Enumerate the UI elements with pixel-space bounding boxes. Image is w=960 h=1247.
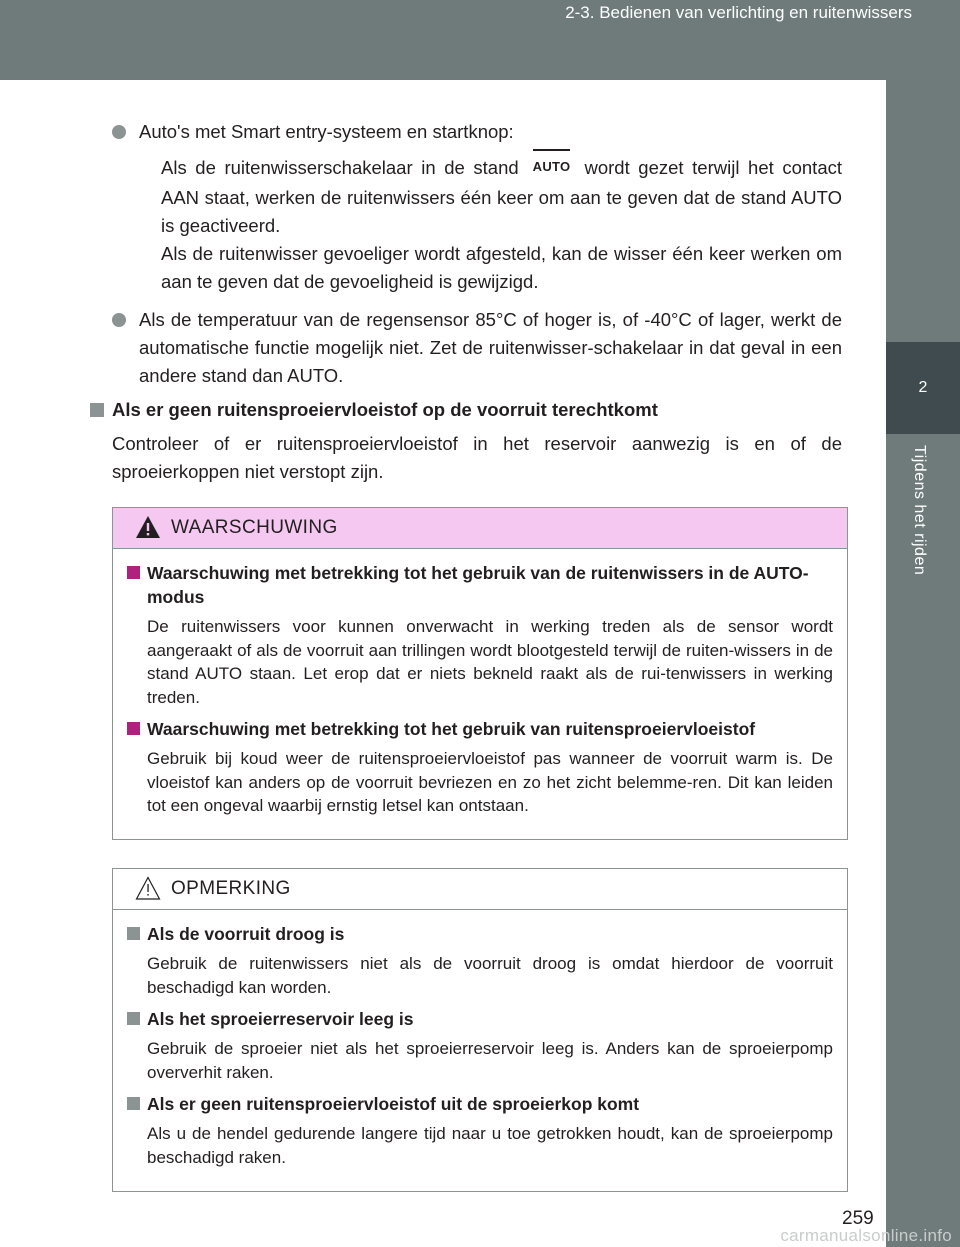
section-heading (90, 396, 842, 424)
chapter-number-tab: 2 (886, 342, 960, 434)
side-tab-top (886, 80, 960, 342)
square-bullet-icon (90, 403, 104, 417)
paragraph-text: Als de ruitenwisserschakelaar in de stand (161, 157, 519, 178)
square-bullet-icon (127, 927, 140, 940)
warning-item-text: Gebruik bij koud weer de ruitensproeiervloeistof pas wanneer de voorruit warm is. De vloeistof kan anders op de voorruit bevriezen en zo het zicht belemme-ren. Dit kan leiden tot een ongeval waarbij ernstig letsel kan ontstaan. (147, 749, 833, 815)
heading-text: Als het sproeierreservoir leeg is (147, 1009, 414, 1029)
notice-item-heading (127, 922, 833, 946)
section-text: Controleer of er ruitensproeiervloeistof in het reservoir aanwezig is en of de sproeierkoppen niet verstopt zijn. (112, 433, 842, 482)
notice-item-text: Gebruik de sproeier niet als het sproeierreservoir leeg is. Anders kan de sproeierpomp oververhit raken. (147, 1039, 833, 1082)
notice-item-text: Als u de hendel gedurende langere tijd naar u toe getrokken houdt, kan de sproeierpomp beschadigd raken. (147, 1124, 833, 1167)
heading-text: Waarschuwing met betrekking tot het gebruik van ruitensproeiervloeistof (147, 719, 756, 739)
square-bullet-icon (127, 566, 140, 579)
bullet-item (112, 118, 842, 296)
bullet-item (112, 306, 842, 390)
watermark: carmanualsonline.info (780, 1226, 952, 1245)
warning-triangle-icon (135, 515, 161, 539)
warning-box (112, 507, 848, 840)
square-bullet-icon (127, 722, 140, 735)
warning-item-heading (127, 717, 833, 741)
caution-triangle-icon (135, 876, 161, 900)
notice-item-heading (127, 1007, 833, 1031)
header-bar (0, 0, 960, 80)
square-bullet-icon (127, 1097, 140, 1110)
bullet-paragraph (139, 154, 842, 240)
bullet-text: Als de temperatuur van de regensensor 85°C of hoger is, of -40°C of lager, werkt de automatische functie mogelijk niet. Zet de ruitenwisser-schakelaar in dat geval in een andere stand dan AUTO. (139, 309, 842, 386)
main-content (112, 118, 842, 486)
bullet-title: Auto's met Smart entry-systeem en startknop: (139, 121, 514, 142)
page-number: 259 (842, 1208, 874, 1229)
paragraph-text: wordt gezet terwijl het contact AAN staat, werken de ruitenwissers één keer om aan te geven dat de stand AUTO is geactiveerd. (161, 157, 842, 236)
notice-title: OPMERKING (171, 878, 291, 899)
square-bullet-icon (127, 1012, 140, 1025)
notice-item-text: Gebruik de ruitenwissers niet als de voorruit droog is omdat hierdoor de voorruit beschadigd kan worden. (147, 954, 833, 997)
heading-text: Als de voorruit droog is (147, 924, 345, 944)
auto-wiper-icon: AUTO (533, 153, 571, 181)
warning-item-text: De ruitenwissers voor kunnen onverwacht in werking treden als de sensor wordt aangeraakt of als de voorruit aan trillingen wordt blootgesteld terwijl de ruiten-wissers in de stand AUTO staan. Let erop dat er niets bekneld raakt als de rui-tenwissers in werking treden. (147, 617, 833, 707)
section-heading-text: Als er geen ruitensproeiervloeistof op de voorruit terechtkomt (112, 399, 658, 420)
bullet-dot-icon (112, 313, 126, 327)
heading-text: Als er geen ruitensproeiervloeistof uit de sproeierkop komt (147, 1094, 640, 1114)
warning-item-heading (127, 561, 833, 609)
warning-header (113, 508, 847, 549)
warning-body (113, 549, 847, 836)
heading-text: Waarschuwing met betrekking tot het gebruik van de ruitenwissers in de AUTO-modus (147, 563, 809, 607)
notice-box (112, 868, 848, 1192)
chapter-label: Tijdens het rijden (911, 445, 928, 576)
notice-item-heading (127, 1092, 833, 1116)
bullet-dot-icon (112, 125, 126, 139)
warning-title: WAARSCHUWING (171, 517, 338, 538)
notice-header (113, 869, 847, 910)
section-title: 2-3. Bedienen van verlichting en ruitenwissers (565, 3, 912, 22)
notice-body (113, 910, 847, 1187)
bullet-paragraph: Als de ruitenwisser gevoeliger wordt afgesteld, kan de wisser één keer werken om aan te geven dat de gevoeligheid is gewijzigd. (161, 243, 842, 292)
